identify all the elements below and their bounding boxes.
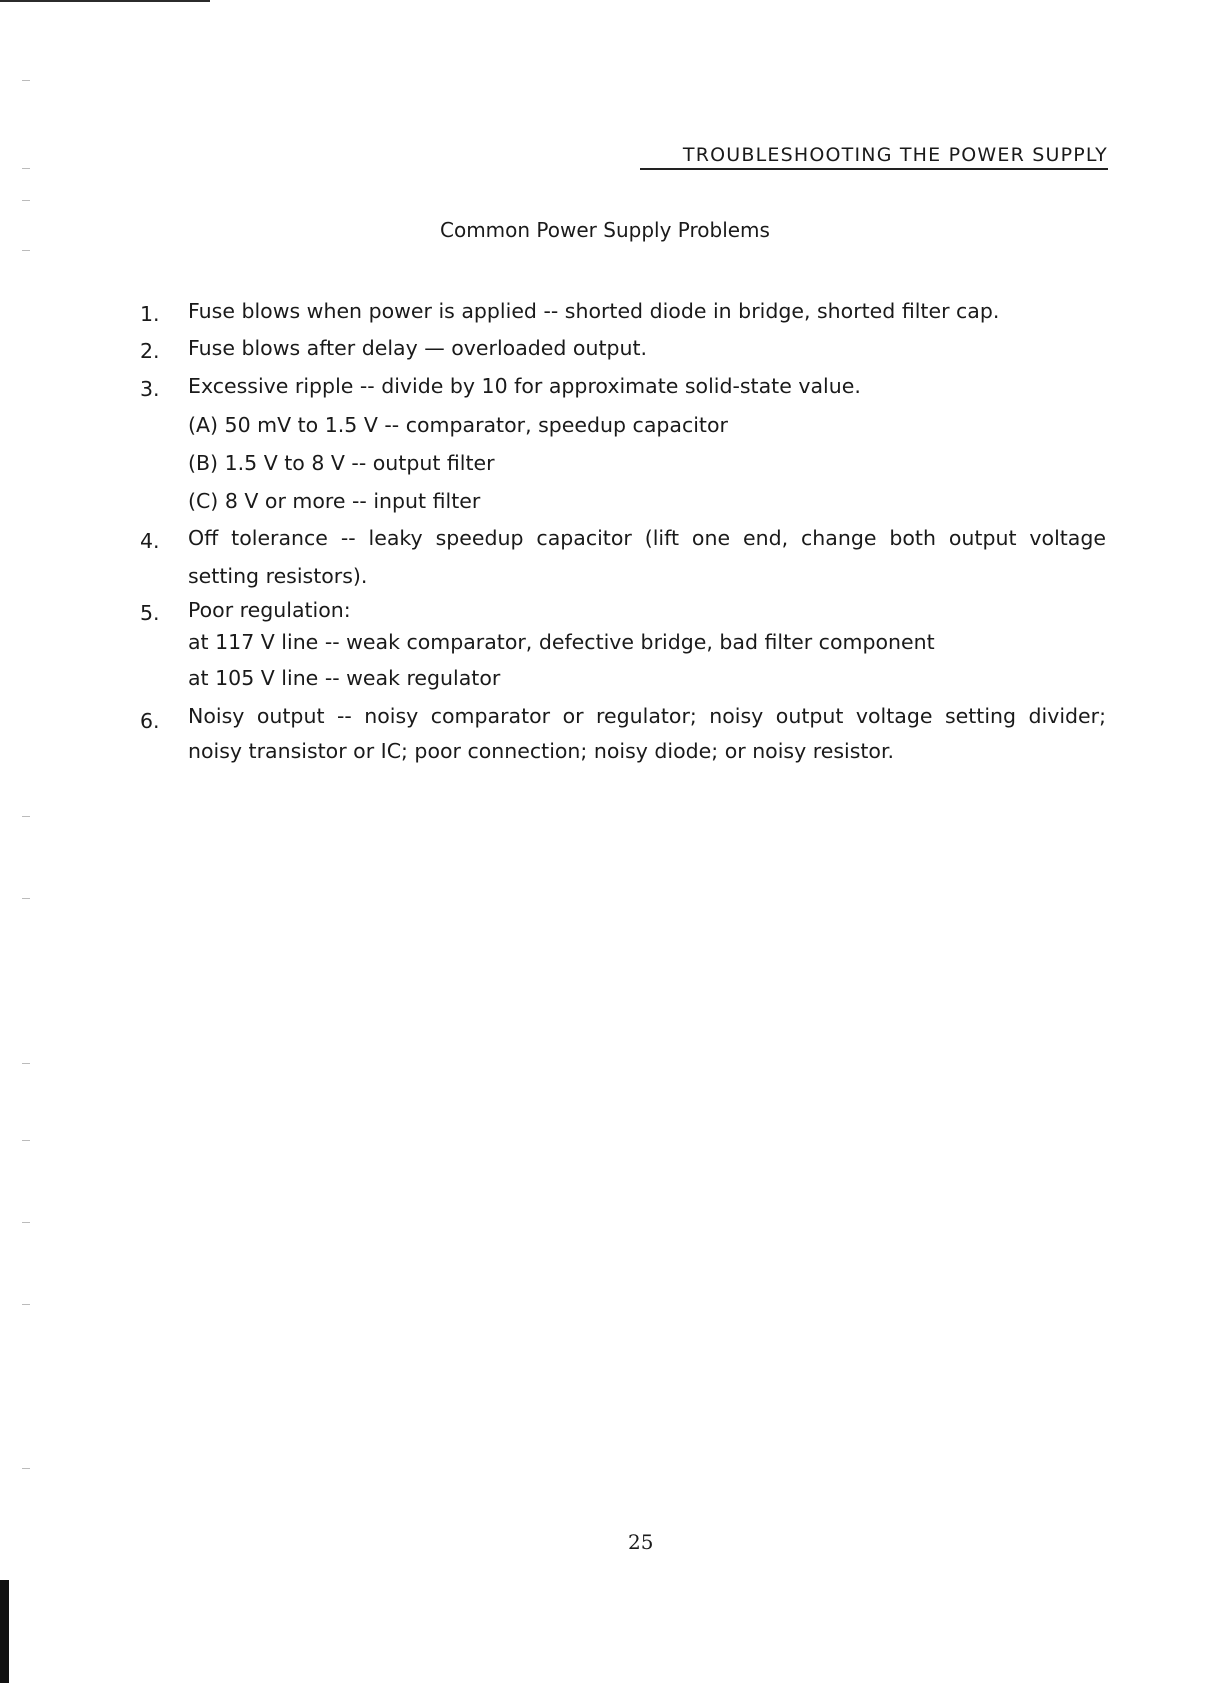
list-item-text: Excessive ripple -- divide by 10 for approximate solid-state value. bbox=[188, 374, 861, 398]
list-item-text: Off tolerance -- leaky speedup capacitor (lift one end, change both output voltage bbox=[188, 526, 1106, 550]
margin-tick bbox=[22, 898, 30, 899]
list-subitem-text: at 117 V line -- weak comparator, defective bridge, bad filter component bbox=[188, 630, 935, 654]
margin-tick bbox=[22, 816, 30, 817]
list-item-number: 2. bbox=[140, 339, 160, 363]
list-subitem-text: at 105 V line -- weak regulator bbox=[188, 666, 501, 690]
margin-tick bbox=[22, 1304, 30, 1305]
binding-shadow-artifact bbox=[0, 1580, 9, 1683]
list-item-number: 3. bbox=[140, 377, 160, 401]
list-item-text: Noisy output -- noisy comparator or regulator; noisy output voltage setting divider; bbox=[188, 704, 1106, 728]
margin-tick bbox=[22, 1140, 30, 1141]
scan-edge-artifact bbox=[0, 0, 210, 2]
list-item-number: 1. bbox=[140, 302, 160, 326]
list-item-number: 4. bbox=[140, 529, 160, 553]
list-item-text: Fuse blows after delay — overloaded output. bbox=[188, 336, 648, 360]
list-item-number: 6. bbox=[140, 709, 160, 733]
margin-tick bbox=[22, 250, 30, 251]
list-item-text-continued: setting resistors). bbox=[188, 564, 368, 588]
margin-tick bbox=[22, 200, 30, 201]
page-number: 25 bbox=[628, 1530, 654, 1554]
list-item-text: Fuse blows when power is applied -- shorted diode in bridge, shorted filter cap. bbox=[188, 299, 1000, 323]
list-subitem-text: (B) 1.5 V to 8 V -- output filter bbox=[188, 451, 495, 475]
list-item-text: Poor regulation: bbox=[188, 598, 351, 622]
list-subitem-text: (C) 8 V or more -- input filter bbox=[188, 489, 481, 513]
list-item-text-continued: noisy transistor or IC; poor connection; noisy diode; or noisy resistor. bbox=[188, 739, 895, 763]
margin-tick bbox=[22, 168, 30, 169]
margin-tick bbox=[22, 1063, 30, 1064]
list-item-number: 5. bbox=[140, 601, 160, 625]
margin-tick bbox=[22, 80, 30, 81]
margin-tick bbox=[22, 1468, 30, 1469]
list-subitem-text: (A) 50 mV to 1.5 V -- comparator, speedup capacitor bbox=[188, 413, 728, 437]
running-header-title: TROUBLESHOOTING THE POWER SUPPLY bbox=[640, 144, 1108, 170]
section-title: Common Power Supply Problems bbox=[440, 218, 770, 242]
margin-tick bbox=[22, 1222, 30, 1223]
